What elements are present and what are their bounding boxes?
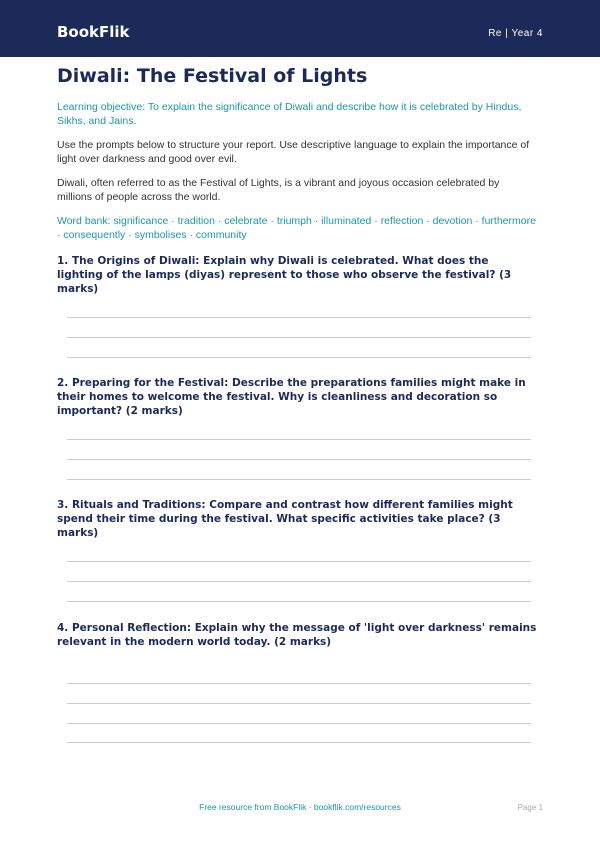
question-text: 2. Preparing for the Festival: Describe the preparations families might make in their homes to welcome the festival. Why is cleanliness and decoration so important? (2 marks) (57, 377, 526, 417)
answer-line[interactable] (67, 723, 531, 724)
answer-line[interactable] (67, 683, 531, 684)
question-4 (57, 621, 537, 649)
answer-line[interactable] (67, 317, 531, 318)
page-header (0, 0, 600, 57)
word-bank: Word bank: significance · tradition · celebrate · triumph · illuminated · reflection · devotion · furthermore · consequently · symbolises · community (57, 215, 536, 241)
answer-line[interactable] (67, 561, 531, 562)
answer-line[interactable] (67, 337, 531, 338)
answer-line[interactable] (67, 703, 531, 704)
footer-link[interactable]: Free resource from BookFlik · bookflik.com/resources (199, 802, 401, 812)
subject-year-label: Re | Year 4 (488, 28, 543, 39)
learning-objective: Learning objective: To explain the significance of Diwali and describe how it is celebrated by Hindus, Sikhs, and Jains. (57, 101, 522, 127)
intro-text: Diwali, often referred to as the Festival of Lights, is a vibrant and joyous occasion celebrated by millions of people across the world. (57, 177, 500, 203)
answer-line[interactable] (67, 479, 531, 480)
question-1 (57, 254, 537, 296)
answer-line[interactable] (67, 742, 531, 743)
question-3 (57, 498, 537, 540)
brand-logo: BookFlik (57, 23, 130, 41)
question-text: 1. The Origins of Diwali: Explain why Diwali is celebrated. What does the lighting of the lamps (diyas) represent to those who observe the festival? (3 marks) (57, 255, 512, 295)
question-2 (57, 376, 537, 418)
answer-line[interactable] (67, 601, 531, 602)
page-title: Diwali: The Festival of Lights (57, 65, 368, 87)
instructions-text: Use the prompts below to structure your report. Use descriptive language to explain the importance of light over darkness and good over evil. (57, 139, 530, 165)
answer-line[interactable] (67, 357, 531, 358)
question-text: 4. Personal Reflection: Explain why the message of 'light over darkness' remains relevant in the modern world today. (2 marks) (57, 622, 537, 648)
page-number: Page 1 (517, 803, 543, 812)
worksheet-intro (57, 64, 537, 242)
answer-line[interactable] (67, 459, 531, 460)
answer-line[interactable] (67, 439, 531, 440)
answer-line[interactable] (67, 581, 531, 582)
question-text: 3. Rituals and Traditions: Compare and contrast how different families might spend their time during the festival. What specific activities take place? (3 marks) (57, 499, 513, 539)
